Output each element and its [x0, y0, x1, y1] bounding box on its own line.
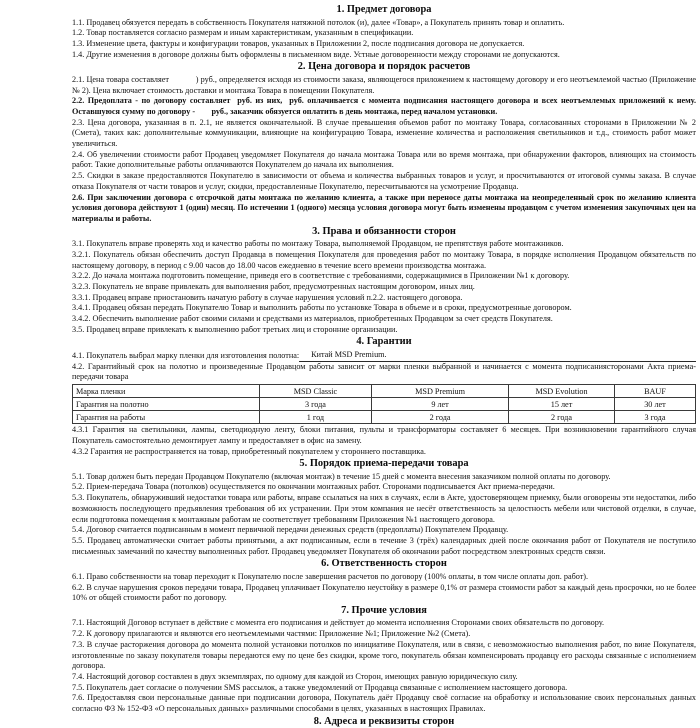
clause-5-5: 5.5. Продавец автоматически считает работы принятыми, а акт подписанным, если в течение 3 (трёх) календарных дней после окончания работ от Покупателя не поступило письменных замечаний по качеству выполненных работ. Продавец уведомляет Покупателя об окончании работ посредством электронных средств связи.	[72, 535, 696, 556]
warranty-table	[72, 384, 696, 424]
clause-4-3-2: 4.3.2 Гарантия не распространяется на товар, приобретенный покупателем у стороннего поставщика.	[72, 446, 426, 456]
clause-3-5: 3.5. Продавец вправе привлекать к выполнению работ третьих лиц и сторонние организации.	[72, 324, 398, 334]
clause-1-4: 1.4. Другие изменения в договоре должны быть оформлены в письменном виде. Устные договоренности между сторонами не допускаются.	[72, 49, 560, 59]
clause-3-2-3: 3.2.3. Покупатель не вправе привлекать для выполнения работ, предусмотренных настоящим договором, иных лиц.	[72, 281, 475, 291]
warranty-table-cell: Гарантия на работы	[73, 411, 260, 424]
warranty-table-cell: 30 лет	[614, 398, 695, 411]
clause-2-4: 2.4. Об увеличении стоимости работ Продавец уведомляет Покупателя до начала монтажа Товара или во время монтажа, при обнаружении факторов, влияющих на стоимость работ. Такие дополнительные работы оплачиваются Покупателем до начала их выполнения.	[72, 149, 696, 170]
clause-2-1: 2.1. Цена товара составляет ) руб., определяется исходя из стоимости заказа, являющегося приложением к настоящему договору и его неотъемлемой частью (Приложение № 2). Цена включает стоимость доставки и монтажа Товара в помещении Покупателя.	[72, 74, 696, 95]
film-brand-underline	[299, 350, 696, 362]
clause-7-3: 7.3. В случае расторжения договора до момента полной установки потолков по инициативе Покупателя, или в связи, с невозможностью выполнения работ, по вине Покупателя, изготовленные по заказу покупателя товары передаются ему по цене без скидки, кроме того, покупатель обязан компенсировать продавцу его расходы связанные с исполнением договора.	[72, 639, 696, 671]
warranty-table-cell: 9 лет	[372, 398, 509, 411]
clause-2-6: 2.6. При заключении договора с отсрочкой даты монтажа по желанию клиента, а также при переносе даты монтажа на неопределенный срок по желанию клиента условия договора действуют 1 (один) месяц. По истечении 1 (одного) месяца условия договора могут быть изменены продавцом с учетом изменения закупочных цен на материалы и работы.	[72, 192, 696, 223]
section-8-heading: 8. Адреса и реквизиты сторон	[313, 715, 455, 727]
section-6-heading: 6. Ответственность сторон	[321, 558, 447, 570]
warranty-table-cell: 2 года	[372, 411, 509, 424]
clause-7-1: 7.1. Настоящий Договор вступает в действие с момента его подписания и действует до момента исполнения Сторонами своих обязательств по договору.	[72, 618, 605, 628]
warranty-table-header-cell: Марка пленки	[73, 385, 260, 398]
warranty-table-header-row	[73, 385, 696, 398]
clause-3-4-2: 3.4.2. Обеспечить выполнение работ своими силами и средствами из материалов, приобретенных Продавцом за счет средств Покупателя.	[72, 314, 553, 324]
section-7-heading: 7. Прочие условия	[341, 604, 427, 616]
clause-3-2-1: 3.2.1. Покупатель обязан обеспечить доступ Продавца в помещения Покупателя для проведения работ по монтажу Товара, в порядке исполнения Продавцом обязательств по настоящему договору, в период с 9.00 часов до 18.00 часов ежедневно в течение всего времени производства монтажа.	[72, 249, 696, 270]
clause-1-1: 1.1. Продавец обязуется передать в собственность Покупателя натяжной потолок (и), далее «Товар», а Покупатель принять товар и оплатить.	[72, 17, 565, 27]
warranty-table-cell: Гарантия на полотно	[73, 398, 260, 411]
warranty-table-row-canvas	[73, 398, 696, 411]
clause-3-2-2: 3.2.2. До начала монтажа подготовить помещение, приведя его в соответствие с требованиями, содержащимися в Приложении №1 к договору.	[72, 271, 570, 281]
clause-6-2: 6.2. В случае нарушения сроков передачи товара, Продавец уплачивает Покупателю неустойку в размере 0,1% от размера стоимости работ за каждый день просрочки, но не более 10% от общей стоимости работ по договору.	[72, 582, 696, 603]
clause-2-5: 2.5. Скидки в заказе предоставляются Покупателю в зависимости от объема и количества выбранных товаров и услуг, и просчитываются от итоговой суммы заказа. В случае отказа Покупателя от части товаров и услуг, скидки, предоставленные Покупателю, пересчитываются на усмотрение Продавца.	[72, 171, 696, 191]
clause-5-1: 5.1. Товар должен быть передан Продавцом Покупателю (включая монтаж) в течение 15 дней с момента внесения заказчиком полной оплаты по договору.	[72, 471, 611, 481]
clause-1-3: 1.3. Изменение цвета, фактуры и конфигурации товаров, указанных в Приложении 2, после подписания договора не допускается.	[72, 38, 525, 48]
clause-6-1: 6.1. Право собственности на товар переходит к Покупателю после завершения расчетов по договору (100% оплаты, в том числе оплаты доп. работ).	[72, 571, 589, 581]
warranty-table-header-cell: MSD Premium	[372, 385, 509, 398]
clause-7-4: 7.4. Настоящий договор составлен в двух экземплярах, по одному для каждой из Сторон, имеющих равную юридическую силу.	[72, 671, 518, 681]
warranty-table-header-cell: BAUF	[614, 385, 695, 398]
warranty-table-header-cell: MSD Classic	[259, 385, 371, 398]
clause-4-1	[72, 350, 696, 362]
warranty-table-row-works	[73, 411, 696, 424]
clause-3-3-1: 3.3.1. Продавец вправе приостановить начатую работу в случае нарушения условий п.2.2. настоящего договора.	[72, 292, 463, 302]
warranty-table-cell: 2 года	[509, 411, 615, 424]
clause-4-3-1: 4.3.1 Гарантия на светильники, лампы, светодиодную ленту, блоки питания, пульты и трансформаторы составляет 6 месяцев. При возникновении гарантийного случая Покупатель самостоятельно демонтирует лампу и предоставляет в офис на замену.	[72, 425, 696, 445]
clause-4-2: 4.2. Гарантийный срок на полотно и произведенные Продавцом работы зависит от марки пленки выбранной и начинается с момента подписаниясторонами Акта приема-передачи товара	[72, 361, 696, 382]
section-3-heading: 3. Права и обязанности сторон	[312, 225, 456, 237]
clause-7-5: 7.5. Покупатель дает согласие о получении SMS рассылок, а также уведомлений от Продавца связанные с исполнением настоящего договора.	[72, 682, 568, 692]
warranty-table-cell: 1 год	[259, 411, 371, 424]
warranty-table-cell: 3 года	[614, 411, 695, 424]
section-4-heading: 4. Гарантии	[356, 336, 412, 348]
warranty-table-cell: 3 года	[259, 398, 371, 411]
clause-5-2: 5.2. Прием-передача Товара (потолков) осуществляется по окончании монтажных работ. Сторонами подписывается Акт приема-передачи.	[72, 482, 555, 492]
warranty-table-cell: 15 лет	[509, 398, 615, 411]
clause-5-4: 5.4. Договор считается подписанным в момент первичной передачи денежных средств (предоплаты) Покупателем Продавцу.	[72, 525, 509, 535]
clause-5-3: 5.3. Покупатель, обнаруживший недостатки товара или работы, вправе ссылаться на них в случаях, если в Акте, удостоверяющем приемку, были оговорены эти недостатки, либо возможность последующего предъявления требования об их устранении. При этом компания не несёт ответственность за целостность мебели или чистовой отделки, в случае, если подготовка помещения к монтажным работам не соответствует требованиям Приложения №1 настоящего договора.	[72, 493, 696, 524]
clause-4-1-label: 4.1. Покупатель выбрал марку пленки для изготовления полотна:	[72, 350, 300, 360]
clause-2-3: 2.3. Цена договора, указанная в п. 2.1, не является окончательной. В случае превышения объемов работ по монтажу Товара, согласованных сторонами в Приложении № 2 (Смета), таких как: дополнительные коммуникации, влияющие на конфигурацию Товара, изменение количества и расположения светильников и т.д., стоимость работ может увеличиться.	[72, 117, 696, 149]
section-1-heading: 1. Предмет договора	[336, 4, 432, 15]
section-5-heading: 5. Порядок приема-передачи товара	[299, 458, 469, 470]
clause-1-2: 1.2. Товар поставляется согласно размерам и иным характеристикам, указанным в спецификации.	[72, 28, 414, 38]
clause-7-2: 7.2. К договору прилагаются и являются его неотъемлемыми частями: Приложение №1; Приложение №2 (Смета).	[72, 629, 471, 639]
warranty-table-header-cell: MSD Evolution	[509, 385, 615, 398]
clause-7-6: 7.6. Предоставляя свои персональные данные при подписании договора, Покупатель даёт Продавцу своё согласие на обработку и использование своих персональных данных согласно ФЗ № 152-ФЗ «О персональных данных» различными способами в целях, указанных в настоящих Правилах.	[72, 693, 696, 714]
clause-2-2: 2.2. Предоплата - по договору составляет руб. из них, руб. оплачивается с момента подписания настоящего договора и всех неотъемлемых приложений к нему. Оставшуюся сумму по договору - руб., заказчик обязуется оплатить в день монтажа, перед началом установки.	[72, 96, 696, 116]
clause-3-4-1: 3.4.1. Продавец обязан передать Покупателю Товар и выполнить работы по установке Товара в объеме и в сроки, предусмотренные договором.	[72, 303, 572, 313]
section-2-heading: 2. Цена договора и порядок расчетов	[297, 61, 471, 73]
clause-3-1: 3.1. Покупатель вправе проверять ход и качество работы по монтажу Товара, выполняемой Продавцом, не препятствуя работе монтажников.	[72, 239, 564, 249]
film-brand-value: Китай MSD Premium.	[311, 349, 387, 359]
